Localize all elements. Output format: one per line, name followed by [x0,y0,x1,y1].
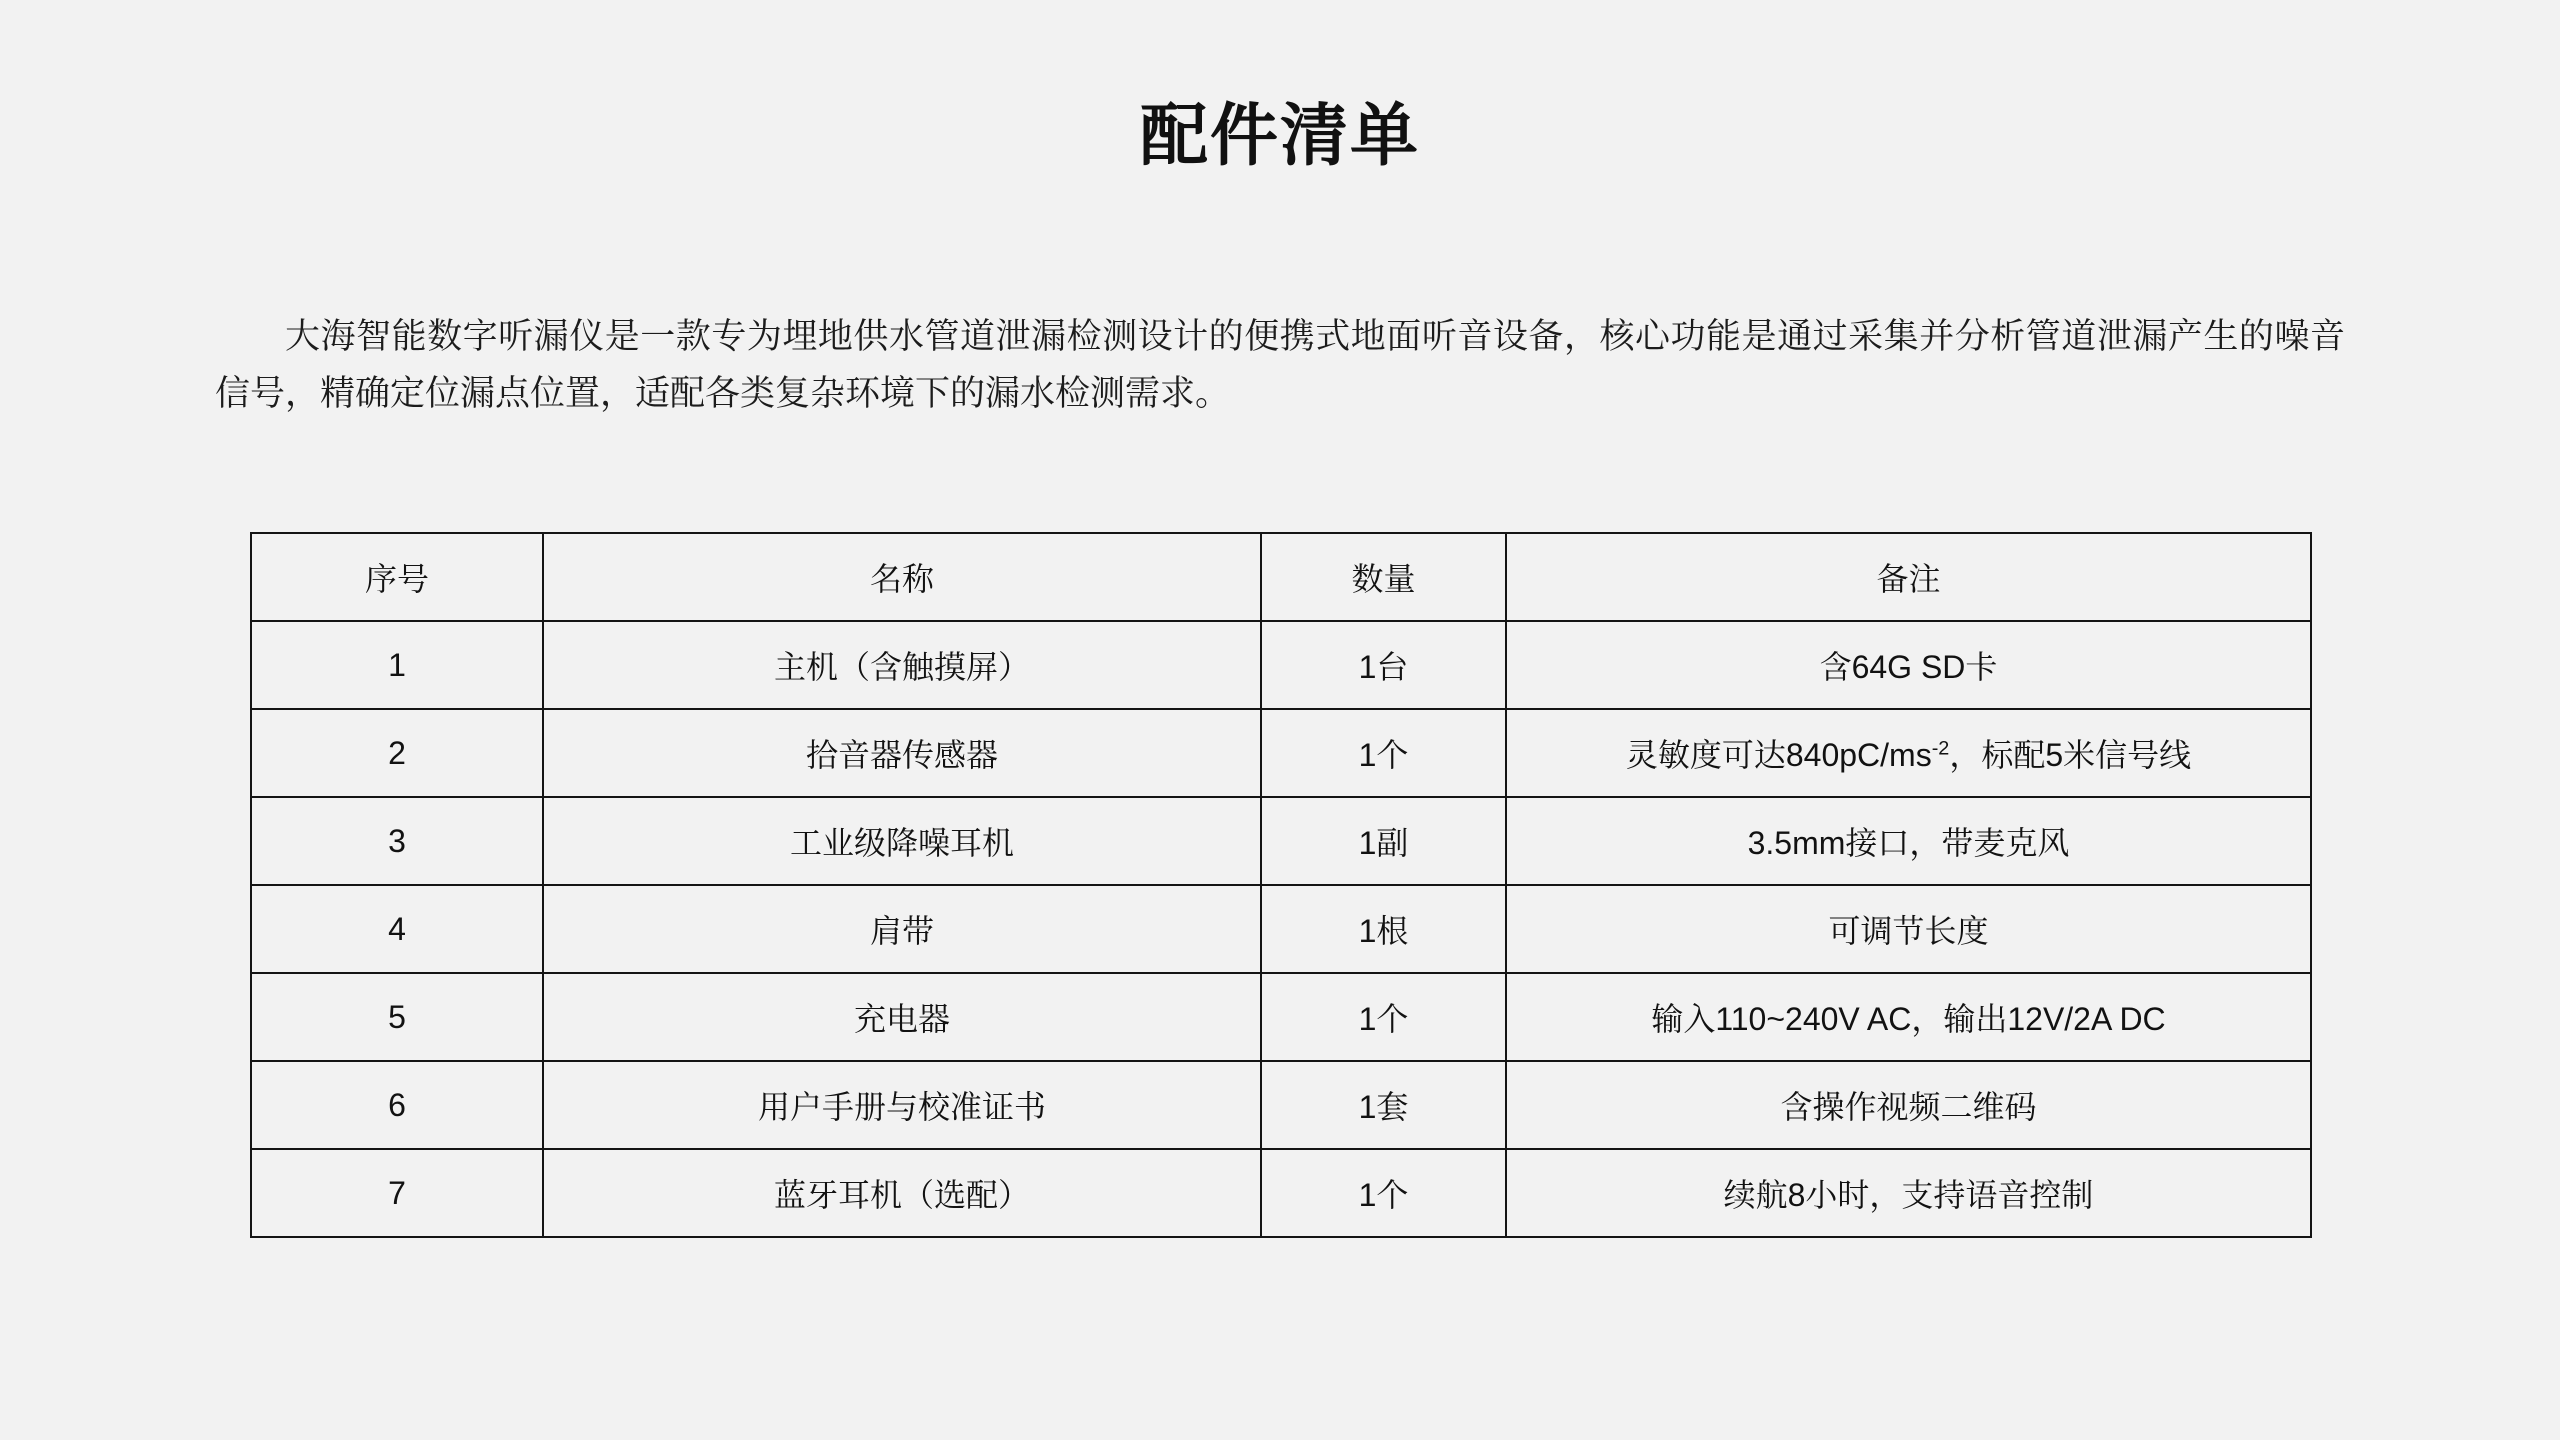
cell-qty: 1台 [1261,621,1506,709]
table-row [251,973,2311,1061]
cell-index: 4 [251,885,543,973]
cell-index: 3 [251,797,543,885]
cell-remark [1506,709,2311,797]
table-row [251,885,2311,973]
cell-index: 1 [251,621,543,709]
cell-index: 6 [251,1061,543,1149]
column-header-qty: 数量 [1261,533,1506,621]
parts-table-wrapper [250,422,2310,1238]
table-body [251,621,2311,1237]
table-header-row [251,533,2311,621]
cell-qty: 1个 [1261,973,1506,1061]
cell-remark: 可调节长度 [1506,885,2311,973]
table-header [251,533,2311,621]
column-header-index: 序号 [251,533,543,621]
parts-table [250,532,2312,1238]
cell-name: 肩带 [543,885,1261,973]
cell-qty: 1个 [1261,709,1506,797]
table-row [251,621,2311,709]
remark-prefix: 灵敏度可达840pC/ms [1625,737,1932,774]
page-title: 配件清单 [1139,98,1420,174]
cell-name: 拾音器传感器 [543,709,1261,797]
table-row [251,1149,2311,1237]
table-row [251,1061,2311,1149]
remark-superscript: -2 [1931,737,1950,760]
cell-name: 蓝牙耳机（选配） [543,1149,1261,1237]
cell-remark: 3.5mm接口，带麦克风 [1506,797,2311,885]
cell-index: 2 [251,709,543,797]
table-row [251,797,2311,885]
cell-remark: 续航8小时，支持语音控制 [1506,1149,2311,1237]
column-header-name: 名称 [543,533,1261,621]
cell-remark: 含64G SD卡 [1506,621,2311,709]
cell-remark: 含操作视频二维码 [1506,1061,2311,1149]
cell-name: 主机（含触摸屏） [543,621,1261,709]
cell-qty: 1个 [1261,1149,1506,1237]
cell-qty: 1根 [1261,885,1506,973]
remark-suffix: ，标配5米信号线 [1949,737,2192,774]
cell-qty: 1套 [1261,1061,1506,1149]
cell-index: 7 [251,1149,543,1237]
cell-name: 用户手册与校准证书 [543,1061,1261,1149]
intro-paragraph: 大海智能数字听漏仪是一款专为埋地供水管道泄漏检测设计的便携式地面听音设备，核心功能是通过采集并分析管道泄漏产生的噪音信号，精确定位漏点位置，适配各类复杂环境下的漏水检测需求。 [215,317,2345,413]
cell-qty: 1副 [1261,797,1506,885]
table-row [251,709,2311,797]
cell-name: 充电器 [543,973,1261,1061]
cell-remark: 输入110~240V AC，输出12V/2A DC [1506,973,2311,1061]
cell-index: 5 [251,973,543,1061]
cell-name: 工业级降噪耳机 [543,797,1261,885]
column-header-remark: 备注 [1506,533,2311,621]
